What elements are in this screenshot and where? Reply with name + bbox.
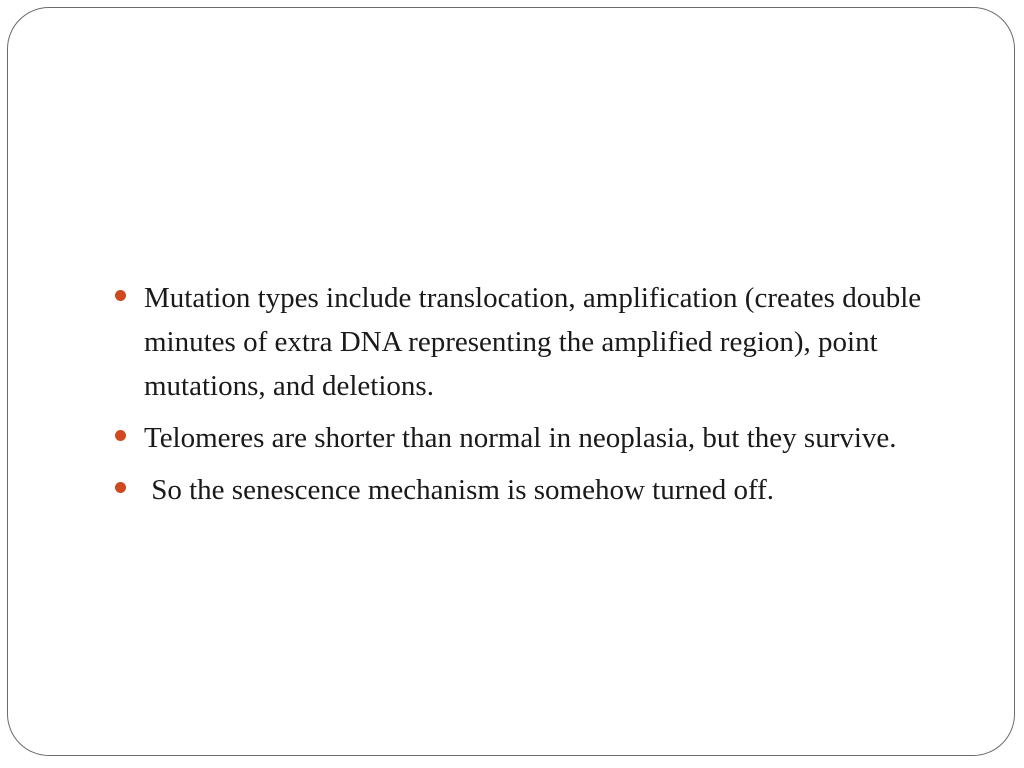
bullet-list [112,276,952,520]
list-item [112,468,952,512]
bullet-text: So the senescence mechanism is somehow turned off. [144,474,775,506]
bullet-text: Telomeres are shorter than normal in neoplasia, but they survive. [144,422,897,454]
bullet-dot-icon [115,290,126,301]
bullet-dot-icon [115,482,126,493]
list-item [112,416,952,460]
bullet-text: Mutation types include translocation, amplification (creates double minutes of extra DNA representing the amplified region), point mutations, and deletions. [144,282,929,402]
bullet-dot-icon [115,430,126,441]
list-item [112,276,952,408]
